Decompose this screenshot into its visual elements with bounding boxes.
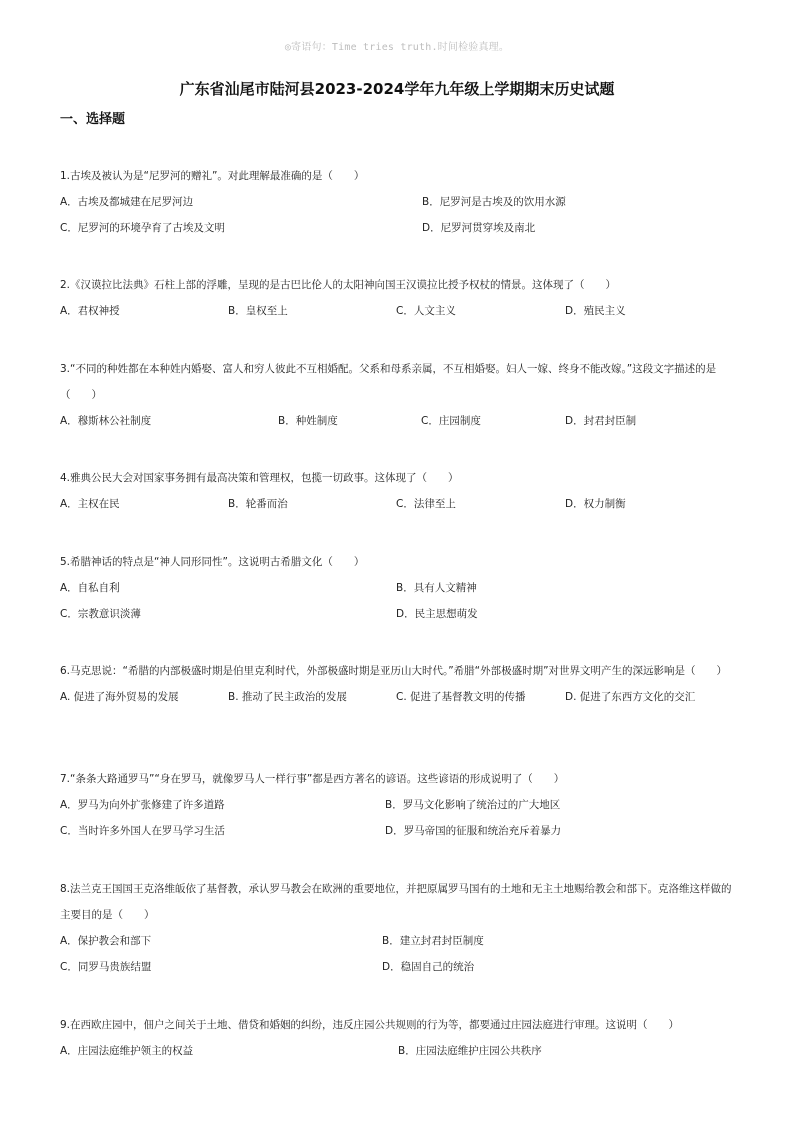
option-b[interactable]: B．轮番而治 [228,498,288,510]
question-7 [60,766,736,844]
option-d[interactable]: D．民主思想萌发 [396,608,478,620]
option-b[interactable]: B. 推动了民主政治的发展 [228,691,347,703]
page-title: 广东省汕尾市陆河县2023-2024学年九年级上学期期末历史试题 [179,80,615,98]
option-d[interactable]: D．稳固自己的统治 [382,961,475,973]
question-stem: 2.《汉谟拉比法典》石柱上部的浮雕，呈现的是古巴比伦人的太阳神向国王汉谟拉比授予权杖的情景。这体现了（ ） [60,279,617,291]
option-c[interactable]: C．同罗马贵族结盟 [60,961,152,973]
option-a[interactable]: A．穆斯林公社制度 [60,415,152,427]
question-stem: 5.希腊神话的特点是“神人同形同性”。这说明古希腊文化（ ） [60,556,365,568]
option-c[interactable]: C．尼罗河的环境孕育了古埃及文明 [60,222,225,234]
option-b[interactable]: B．罗马文化影响了统治过的广大地区 [385,799,561,811]
option-c[interactable]: C．法律至上 [396,498,456,510]
option-a[interactable]: A．古埃及都城建在尼罗河边 [60,196,194,208]
question-6 [60,658,736,710]
option-d[interactable]: D. 促进了东西方文化的交汇 [565,691,696,703]
question-stem: 4.雅典公民大会对国家事务拥有最高决策和管理权，包揽一切政事。这体现了（ ） [60,472,459,484]
option-d[interactable]: D．权力制衡 [565,498,626,510]
question-1 [60,163,736,241]
option-b[interactable]: B．建立封君封臣制度 [382,935,484,947]
option-d[interactable]: D．殖民主义 [565,305,626,317]
option-c[interactable]: C．宗教意识淡薄 [60,608,141,620]
question-5 [60,549,736,627]
option-c[interactable]: C．庄园制度 [421,415,481,427]
watermark: ◎寄语句：Time tries truth.时间检验真理。 [284,42,510,53]
option-b[interactable]: B．庄园法庭维护庄园公共秩序 [398,1045,542,1057]
question-8 [60,876,736,980]
question-stem: 1.古埃及被认为是“尼罗河的赠礼”。对此理解最准确的是（ ） [60,170,365,182]
option-a[interactable]: A．庄园法庭维护领主的权益 [60,1045,194,1057]
option-a[interactable]: A．自私自利 [60,582,120,594]
question-stem: 7.“条条大路通罗马”“身在罗马，就像罗马人一样行事”都是西方著名的谚语。这些谚语的形成说明了（ ） [60,773,565,785]
question-3 [60,356,736,434]
question-9 [60,1012,736,1064]
option-b[interactable]: B．尼罗河是古埃及的饮用水源 [422,196,566,208]
option-a[interactable]: A．罗马为向外扩张修建了许多道路 [60,799,225,811]
option-a[interactable]: A. 促进了海外贸易的发展 [60,691,179,703]
option-a[interactable]: A．君权神授 [60,305,120,317]
section-heading: 一、选择题 [60,112,126,127]
question-stem: 9.在西欧庄园中，佃户之间关于土地、借贷和婚姻的纠纷，违反庄园公共规则的行为等，都要通过庄园法庭进行审理。这说明（ ） [60,1019,680,1031]
question-2 [60,272,736,324]
question-stem: 6.马克思说：“希腊的内部极盛时期是伯里克利时代，外部极盛时期是亚历山大时代。”希腊“外部极盛时期”对世界文明产生的深远影响是（ ） [60,665,728,677]
question-stem: 8.法兰克王国国王克洛维皈依了基督教，承认罗马教会在欧洲的重要地位，并把原属罗马国有的土地和无主土地赐给教会和部下。克洛维这样做的主要目的是（ ） [60,883,732,921]
option-a[interactable]: A．保护教会和部下 [60,935,152,947]
option-a[interactable]: A．主权在民 [60,498,120,510]
option-c[interactable]: C. 促进了基督教文明的传播 [396,691,526,703]
option-d[interactable]: D．罗马帝国的征服和统治充斥着暴力 [385,825,562,837]
option-c[interactable]: C．人文主义 [396,305,456,317]
option-d[interactable]: D．尼罗河贯穿埃及南北 [422,222,536,234]
question-stem: 3.“不同的种姓都在本种姓内婚娶、富人和穷人彼此不互相婚配。父系和母系亲属，不互相婚娶。妇人一嫁、终身不能改嫁。”这段文字描述的是（ ） [60,363,717,401]
option-b[interactable]: B．种姓制度 [278,415,338,427]
question-4 [60,465,736,517]
option-c[interactable]: C．当时许多外国人在罗马学习生活 [60,825,225,837]
option-d[interactable]: D．封君封臣制 [565,415,637,427]
option-b[interactable]: B．具有人文精神 [396,582,477,594]
option-b[interactable]: B．皇权至上 [228,305,288,317]
